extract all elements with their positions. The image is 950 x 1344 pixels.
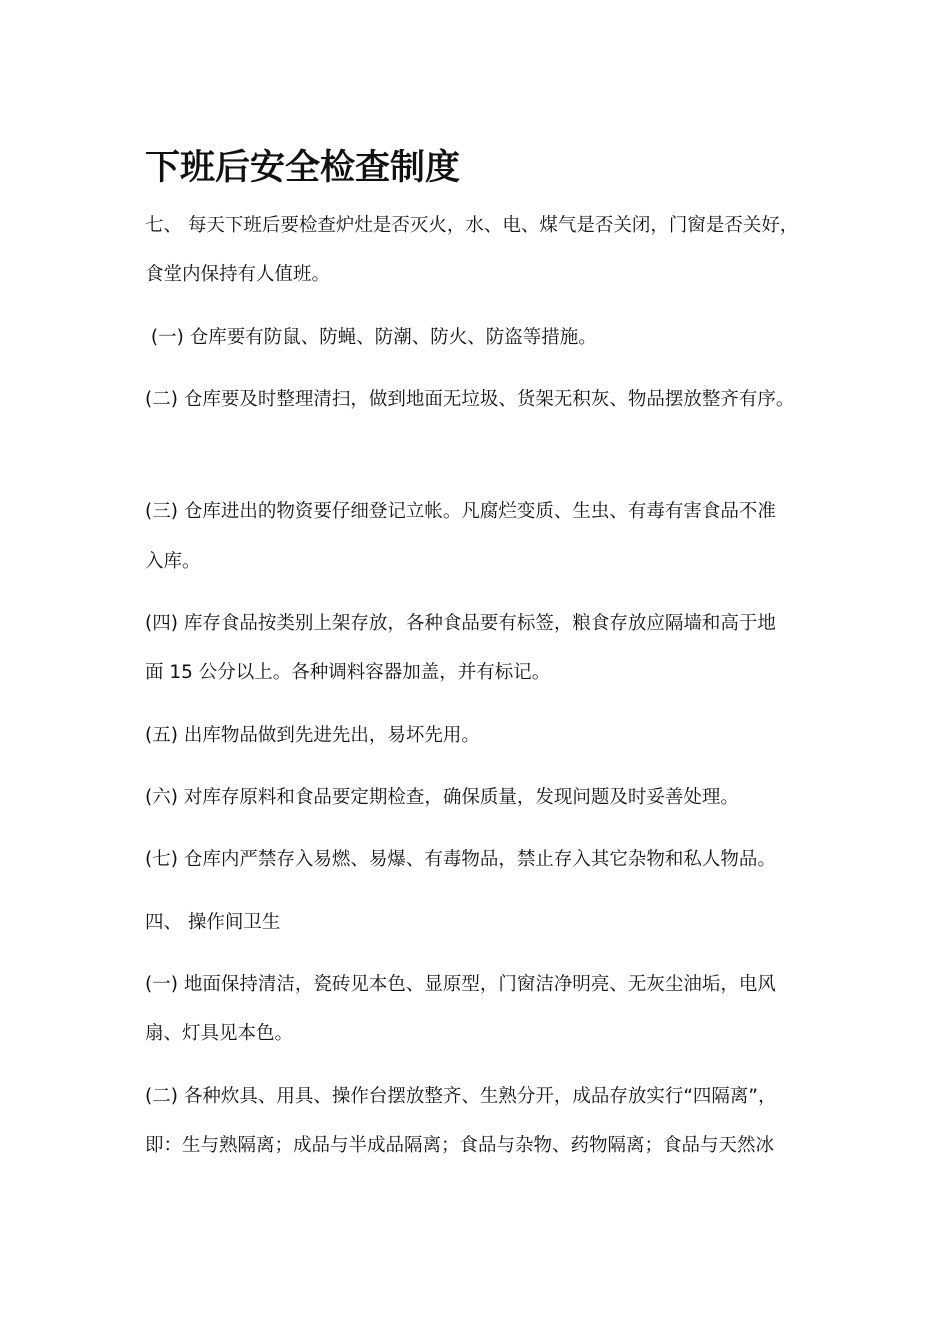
paragraph-line: 入库。 xyxy=(145,551,201,572)
paragraph-line: 即：生与熟隔离；成品与半成品隔离；食品与杂物、药物隔离；食品与天然冰 xyxy=(145,1135,775,1156)
paragraph-line: (一) 仓库要有防鼠、防蝇、防潮、防火、防盗等措施。 xyxy=(145,327,597,348)
paragraph-line: 七、 每天下班后要检查炉灶是否灭火，水、电、煤气是否关闭，门窗是否关好， xyxy=(145,215,799,236)
paragraph-line: (七) 仓库内严禁存入易燃、易爆、有毒物品，禁止存入其它杂物和私人物品。 xyxy=(145,849,776,870)
paragraph-line: (二) 各种炊具、用具、操作台摆放整齐、生熟分开，成品存放实行“四隔离”， xyxy=(145,1086,777,1107)
section-heading: 四、 操作间卫生 xyxy=(145,912,281,933)
paragraph-line: (二) 仓库要及时整理清扫，做到地面无垃圾、货架无积灰、物品摆放整齐有序。 xyxy=(145,389,795,410)
paragraph-line: 食堂内保持有人值班。 xyxy=(145,264,331,285)
paragraph-line: 扇、灯具见本色。 xyxy=(145,1023,294,1044)
paragraph-line: (五) 出库物品做到先进先出，易坏先用。 xyxy=(145,725,480,746)
paragraph-line: 面 15 公分以上。各种调料容器加盖，并有标记。 xyxy=(145,662,551,683)
document-title: 下班后安全检查制度 xyxy=(145,148,461,188)
paragraph-line: (三) 仓库进出的物资要仔细登记立帐。凡腐烂变质、生虫、有毒有害食品不准 xyxy=(145,501,776,522)
paragraph-line: (四) 库存食品按类别上架存放，各种食品要有标签，粮食存放应隔墙和高于地 xyxy=(145,613,776,634)
paragraph-line: (六) 对库存原料和食品要定期检查，确保质量，发现问题及时妥善处理。 xyxy=(145,787,739,808)
paragraph-line: (一) 地面保持清洁，瓷砖见本色、显原型，门窗洁净明亮、无灰尘油垢，电风 xyxy=(145,974,776,995)
